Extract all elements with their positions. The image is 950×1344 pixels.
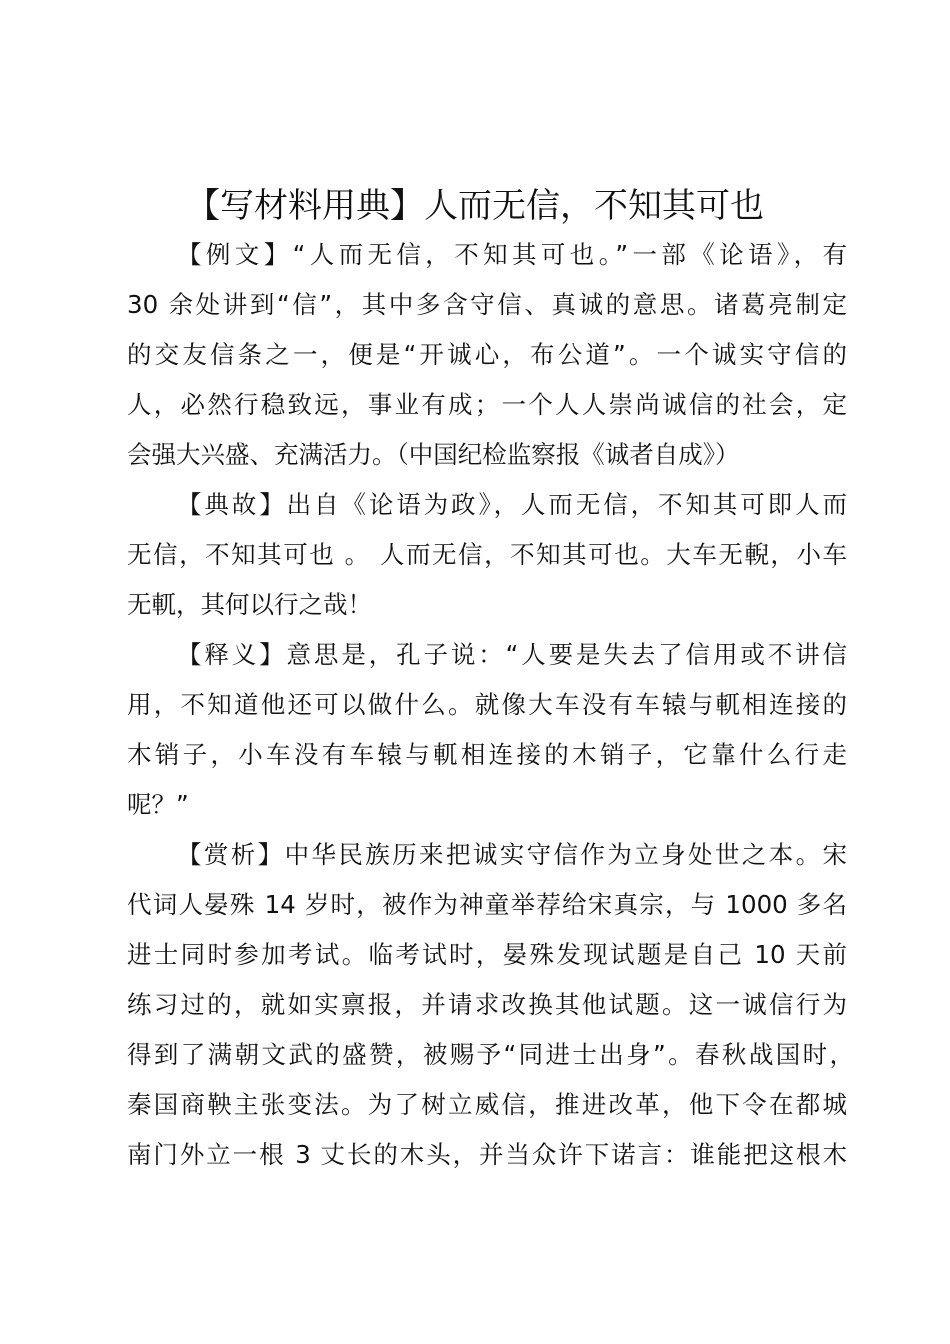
paragraph-appreciation — [127, 830, 854, 1180]
text-line: 30 余处讲到“信”，其中多含守信、真诚的意思。诸葛亮制定 — [127, 290, 847, 319]
text-line: 的交友信条之一，便是“开诚心，布公道”。一个诚实守信的 — [127, 340, 847, 369]
text-line: 【赏析】中华民族历来把诚实守信作为立身处世之本。宋 — [177, 840, 847, 869]
text-line: 代词人晏殊 14 岁时，被作为神童举荐给宋真宗，与 1000 多名 — [127, 890, 847, 919]
paragraph-allusion — [127, 480, 847, 630]
text-line: 进士同时参加考试。临考试时，晏殊发现试题是自己 10 天前 — [127, 940, 847, 969]
text-line: 【典故】出自《论语为政》，人而无信，不知其可即人而 — [177, 490, 847, 519]
text-line: 练习过的，就如实禀报，并请求改换其他试题。这一诚信行为 — [127, 990, 847, 1019]
paragraph-example — [127, 230, 847, 480]
text-line: 【例文】“人而无信，不知其可也。”一部《论语》，有 — [177, 240, 847, 269]
text-line: 无軏，其何以行之哉！ — [127, 590, 372, 619]
text-line: 呢？” — [127, 790, 189, 819]
text-line: 南门外立一根 3 丈长的木头，并当众许下诺言：谁能把这根木 — [127, 1140, 847, 1169]
document-body — [127, 230, 854, 1180]
text-line: 秦国商鞅主张变法。为了树立威信，推进改革，他下令在都城 — [127, 1090, 847, 1119]
text-line: 无信，不知其可也 。 人而无信，不知其可也。大车无輗，小车 — [127, 540, 847, 569]
text-line: 【释义】意思是，孔子说：“人要是失去了信用或不讲信 — [177, 640, 847, 669]
text-line: 用，不知道他还可以做什么。就像大车没有车辕与軏相连接的 — [127, 690, 847, 719]
page-title: 【写材料用典】人而无信，不知其可也 — [186, 186, 764, 226]
text-line: 木销子，小车没有车辕与軏相连接的木销子，它靠什么行走 — [127, 740, 847, 769]
text-line: 人，必然行稳致远，事业有成；一个人人崇尚诚信的社会，定 — [127, 390, 847, 419]
paragraph-interpretation — [127, 630, 847, 830]
text-line: 得到了满朝文武的盛赞，被赐予“同进士出身”。春秋战国时， — [127, 1040, 854, 1069]
text-line: 会强大兴盛、充满活力。（中国纪检监察报《诚者自成》） — [127, 440, 740, 469]
